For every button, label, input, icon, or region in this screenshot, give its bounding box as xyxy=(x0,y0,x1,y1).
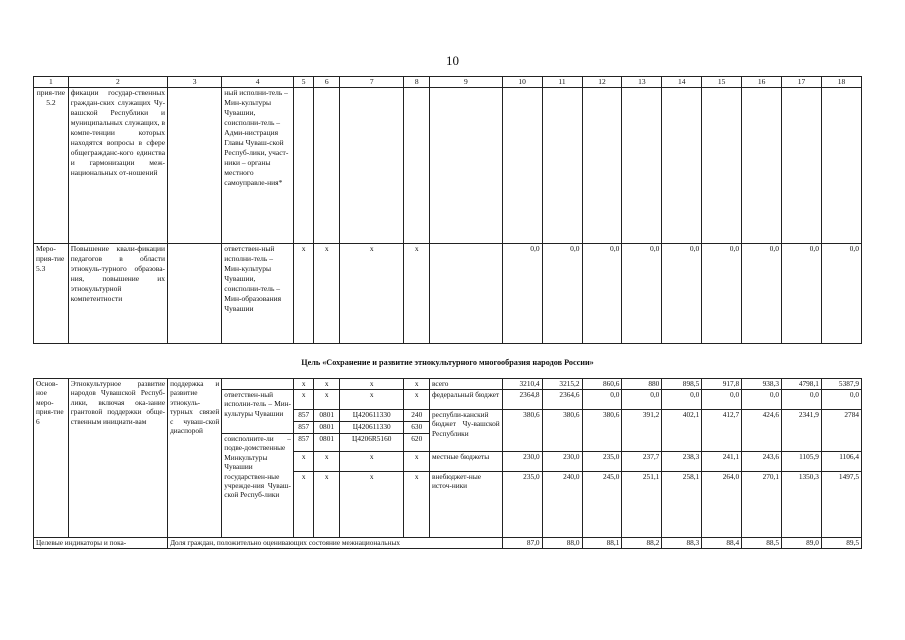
empty-cell xyxy=(222,379,294,390)
col-header: 2 xyxy=(68,77,167,88)
measure-goal: поддержка и развитие этнокуль-турных связей с чуваш-ской диаспорой xyxy=(168,379,222,538)
col-header: 17 xyxy=(782,77,822,88)
empty-cell xyxy=(622,88,662,244)
value-cell: 0,0 xyxy=(702,244,742,344)
code-x: x xyxy=(314,379,340,390)
main-table-top xyxy=(33,76,862,344)
col-header: 11 xyxy=(542,77,582,88)
code-x: x xyxy=(404,390,430,410)
code-x: x xyxy=(339,379,403,390)
budget-code: 620 xyxy=(404,434,430,452)
column-number-row xyxy=(34,77,862,88)
funding-source: всего xyxy=(430,379,503,390)
value-cell: 0,0 xyxy=(821,390,861,410)
value-cell: 898,5 xyxy=(662,379,702,390)
value-cell: 0,0 xyxy=(662,390,702,410)
code-x: x xyxy=(339,452,403,472)
code-x: x xyxy=(314,244,340,344)
value-cell: 230,0 xyxy=(502,452,542,472)
responsible: ответствен-ный исполни-тель – Мин-культуры Чувашии, соисполни-тель – Мин-образования Чувашии xyxy=(222,244,294,344)
col-header: 13 xyxy=(622,77,662,88)
value-cell: 1105,9 xyxy=(782,452,822,472)
code-x: x xyxy=(293,452,313,472)
value-cell: 380,6 xyxy=(502,410,542,452)
indicators-label: Целевые индикаторы и пока- xyxy=(34,538,168,549)
budget-code: 0801 xyxy=(314,410,340,422)
measure-id: прия-тие 5.2 xyxy=(34,88,69,244)
code-x: x xyxy=(293,379,313,390)
empty-cell xyxy=(821,88,861,244)
value-cell: 3215,2 xyxy=(542,379,582,390)
code-x: x xyxy=(404,379,430,390)
code-x: x xyxy=(314,472,340,538)
value-cell: 2364,6 xyxy=(542,390,582,410)
value-cell: 0,0 xyxy=(821,244,861,344)
code-x: x xyxy=(293,472,313,538)
main-table-bottom xyxy=(33,378,862,549)
value-cell: 402,1 xyxy=(662,410,702,452)
col-header: 16 xyxy=(742,77,782,88)
value-cell: 860,6 xyxy=(582,379,622,390)
value-cell: 0,0 xyxy=(702,390,742,410)
value-cell: 88,2 xyxy=(622,538,662,549)
measure-id: Основ-ное меро-прия-тие 6 xyxy=(34,379,69,538)
value-cell: 380,6 xyxy=(542,410,582,452)
value-cell: 89,5 xyxy=(821,538,861,549)
col-header: 9 xyxy=(430,77,503,88)
col-header: 15 xyxy=(702,77,742,88)
code-x: x xyxy=(339,390,403,410)
table-row-indicators xyxy=(34,538,862,549)
value-cell: 88,4 xyxy=(702,538,742,549)
measure-name: Повышение квали-фикации педагогов в области этнокуль-турного образова-ния, повышение их этнокультурной компетентности xyxy=(68,244,167,344)
budget-code: 240 xyxy=(404,410,430,422)
value-cell: 245,0 xyxy=(582,472,622,538)
value-cell: 238,3 xyxy=(662,452,702,472)
empty-cell xyxy=(293,88,313,244)
code-x: x xyxy=(404,244,430,344)
value-cell: 264,0 xyxy=(702,472,742,538)
value-cell: 251,1 xyxy=(622,472,662,538)
value-cell: 424,6 xyxy=(742,410,782,452)
empty-cell xyxy=(742,88,782,244)
value-cell: 0,0 xyxy=(542,244,582,344)
empty-cell xyxy=(404,88,430,244)
budget-code: 857 xyxy=(293,422,313,434)
value-cell: 87,0 xyxy=(502,538,542,549)
value-cell: 0,0 xyxy=(742,244,782,344)
col-header: 7 xyxy=(339,77,403,88)
value-cell: 240,0 xyxy=(542,472,582,538)
value-cell: 88,1 xyxy=(582,538,622,549)
col-header: 14 xyxy=(662,77,702,88)
value-cell: 917,8 xyxy=(702,379,742,390)
col-header: 12 xyxy=(582,77,622,88)
indicators-text: Доля граждан, положительно оценивающих состояние межнациональных xyxy=(168,538,503,549)
value-cell: 237,7 xyxy=(622,452,662,472)
value-cell: 2341,9 xyxy=(782,410,822,452)
value-cell: 938,3 xyxy=(742,379,782,390)
code-x: x xyxy=(293,390,313,410)
value-cell: 1350,3 xyxy=(782,472,822,538)
value-cell: 88,0 xyxy=(542,538,582,549)
budget-code: Ц420611330 xyxy=(339,422,403,434)
budget-code: 630 xyxy=(404,422,430,434)
value-cell: 258,1 xyxy=(662,472,702,538)
value-cell: 230,0 xyxy=(542,452,582,472)
empty-cell xyxy=(168,88,222,244)
funding-source: местные бюджеты xyxy=(430,452,503,472)
empty-cell xyxy=(430,244,503,344)
value-cell: 2784 xyxy=(821,410,861,452)
col-header: 10 xyxy=(502,77,542,88)
empty-cell xyxy=(339,88,403,244)
empty-cell xyxy=(168,244,222,344)
value-cell: 380,6 xyxy=(582,410,622,452)
empty-cell xyxy=(542,88,582,244)
value-cell: 241,1 xyxy=(702,452,742,472)
measure-id: Меро-прия-тие 5.3 xyxy=(34,244,69,344)
value-cell: 1497,5 xyxy=(821,472,861,538)
code-x: x xyxy=(339,472,403,538)
value-cell: 235,0 xyxy=(502,472,542,538)
value-cell: 5387,9 xyxy=(821,379,861,390)
value-cell: 1106,4 xyxy=(821,452,861,472)
funding-source: республи-канский бюджет Чу-вашской Республики xyxy=(430,410,503,452)
measure-name: Этнокультурное развитие народов Чувашской Респуб-лики, включая ока-зание грантовой поддержки обще-ственным инициати-вам xyxy=(68,379,167,538)
value-cell: 0,0 xyxy=(742,390,782,410)
empty-cell xyxy=(430,88,503,244)
col-header: 1 xyxy=(34,77,69,88)
table-row-measure-5-3 xyxy=(34,244,862,344)
budget-code: 0801 xyxy=(314,422,340,434)
col-header: 6 xyxy=(314,77,340,88)
value-cell: 0,0 xyxy=(502,244,542,344)
value-cell: 0,0 xyxy=(622,244,662,344)
table-row xyxy=(34,379,862,390)
value-cell: 391,2 xyxy=(622,410,662,452)
code-x: x xyxy=(314,390,340,410)
funding-source: федеральный бюджет xyxy=(430,390,503,410)
empty-cell xyxy=(314,88,340,244)
value-cell: 412,7 xyxy=(702,410,742,452)
col-header: 3 xyxy=(168,77,222,88)
code-x: x xyxy=(339,244,403,344)
value-cell: 0,0 xyxy=(582,244,622,344)
value-cell: 0,0 xyxy=(782,390,822,410)
col-header: 18 xyxy=(821,77,861,88)
value-cell: 0,0 xyxy=(662,244,702,344)
responsible: ный исполни-тель – Мин-культуры Чувашии, соисполни-тель – Адми-нистрация Главы Чуваш-ской Респуб-лики, участ-ники – органы местного самоуправле-ния* xyxy=(222,88,294,244)
budget-code: 857 xyxy=(293,434,313,452)
value-cell: 880 xyxy=(622,379,662,390)
value-cell: 2364,8 xyxy=(502,390,542,410)
value-cell: 0,0 xyxy=(582,390,622,410)
code-x: x xyxy=(293,244,313,344)
funding-source: внебюджет-ные источ-ники xyxy=(430,472,503,538)
value-cell: 88,3 xyxy=(662,538,702,549)
responsible: ответствен-ный исполни-тель – Мин-культуры Чувашии xyxy=(222,390,294,434)
code-x: x xyxy=(404,472,430,538)
budget-code: 857 xyxy=(293,410,313,422)
measure-name: фикации государ-ственных граждан-ских служащих Чу-вашской Республики и муниципальных служащих, в компе-тенции которых находятся вопросы в сфере общегражданс-кого единства и гармонизации меж-национальных от-ношений xyxy=(68,88,167,244)
empty-cell xyxy=(662,88,702,244)
value-cell: 4798,1 xyxy=(782,379,822,390)
col-header: 4 xyxy=(222,77,294,88)
page-number: 10 xyxy=(446,53,459,68)
value-cell: 3210,4 xyxy=(502,379,542,390)
budget-code: Ц420611330 xyxy=(339,410,403,422)
value-cell: 0,0 xyxy=(782,244,822,344)
col-header: 8 xyxy=(404,77,430,88)
code-x: x xyxy=(314,452,340,472)
value-cell: 235,0 xyxy=(582,452,622,472)
value-cell: 243,6 xyxy=(742,452,782,472)
value-cell: 88,5 xyxy=(742,538,782,549)
goal-heading: Цель «Сохранение и развитие этнокультурного многообразия народов России» xyxy=(301,358,594,367)
empty-cell xyxy=(782,88,822,244)
col-header: 5 xyxy=(293,77,313,88)
value-cell: 270,1 xyxy=(742,472,782,538)
budget-code: Ц4206R5160 xyxy=(339,434,403,452)
value-cell: 89,0 xyxy=(782,538,822,549)
co-executors: соисполните-ли – подве-домственные Минкультуры Чувашии государствен-ные учрежде-ния Чуваш-ской Респуб-лики xyxy=(222,434,294,538)
budget-code: 0801 xyxy=(314,434,340,452)
code-x: x xyxy=(404,452,430,472)
table-row-measure-5-2 xyxy=(34,88,862,244)
empty-cell xyxy=(502,88,542,244)
empty-cell xyxy=(582,88,622,244)
empty-cell xyxy=(702,88,742,244)
value-cell: 0,0 xyxy=(622,390,662,410)
